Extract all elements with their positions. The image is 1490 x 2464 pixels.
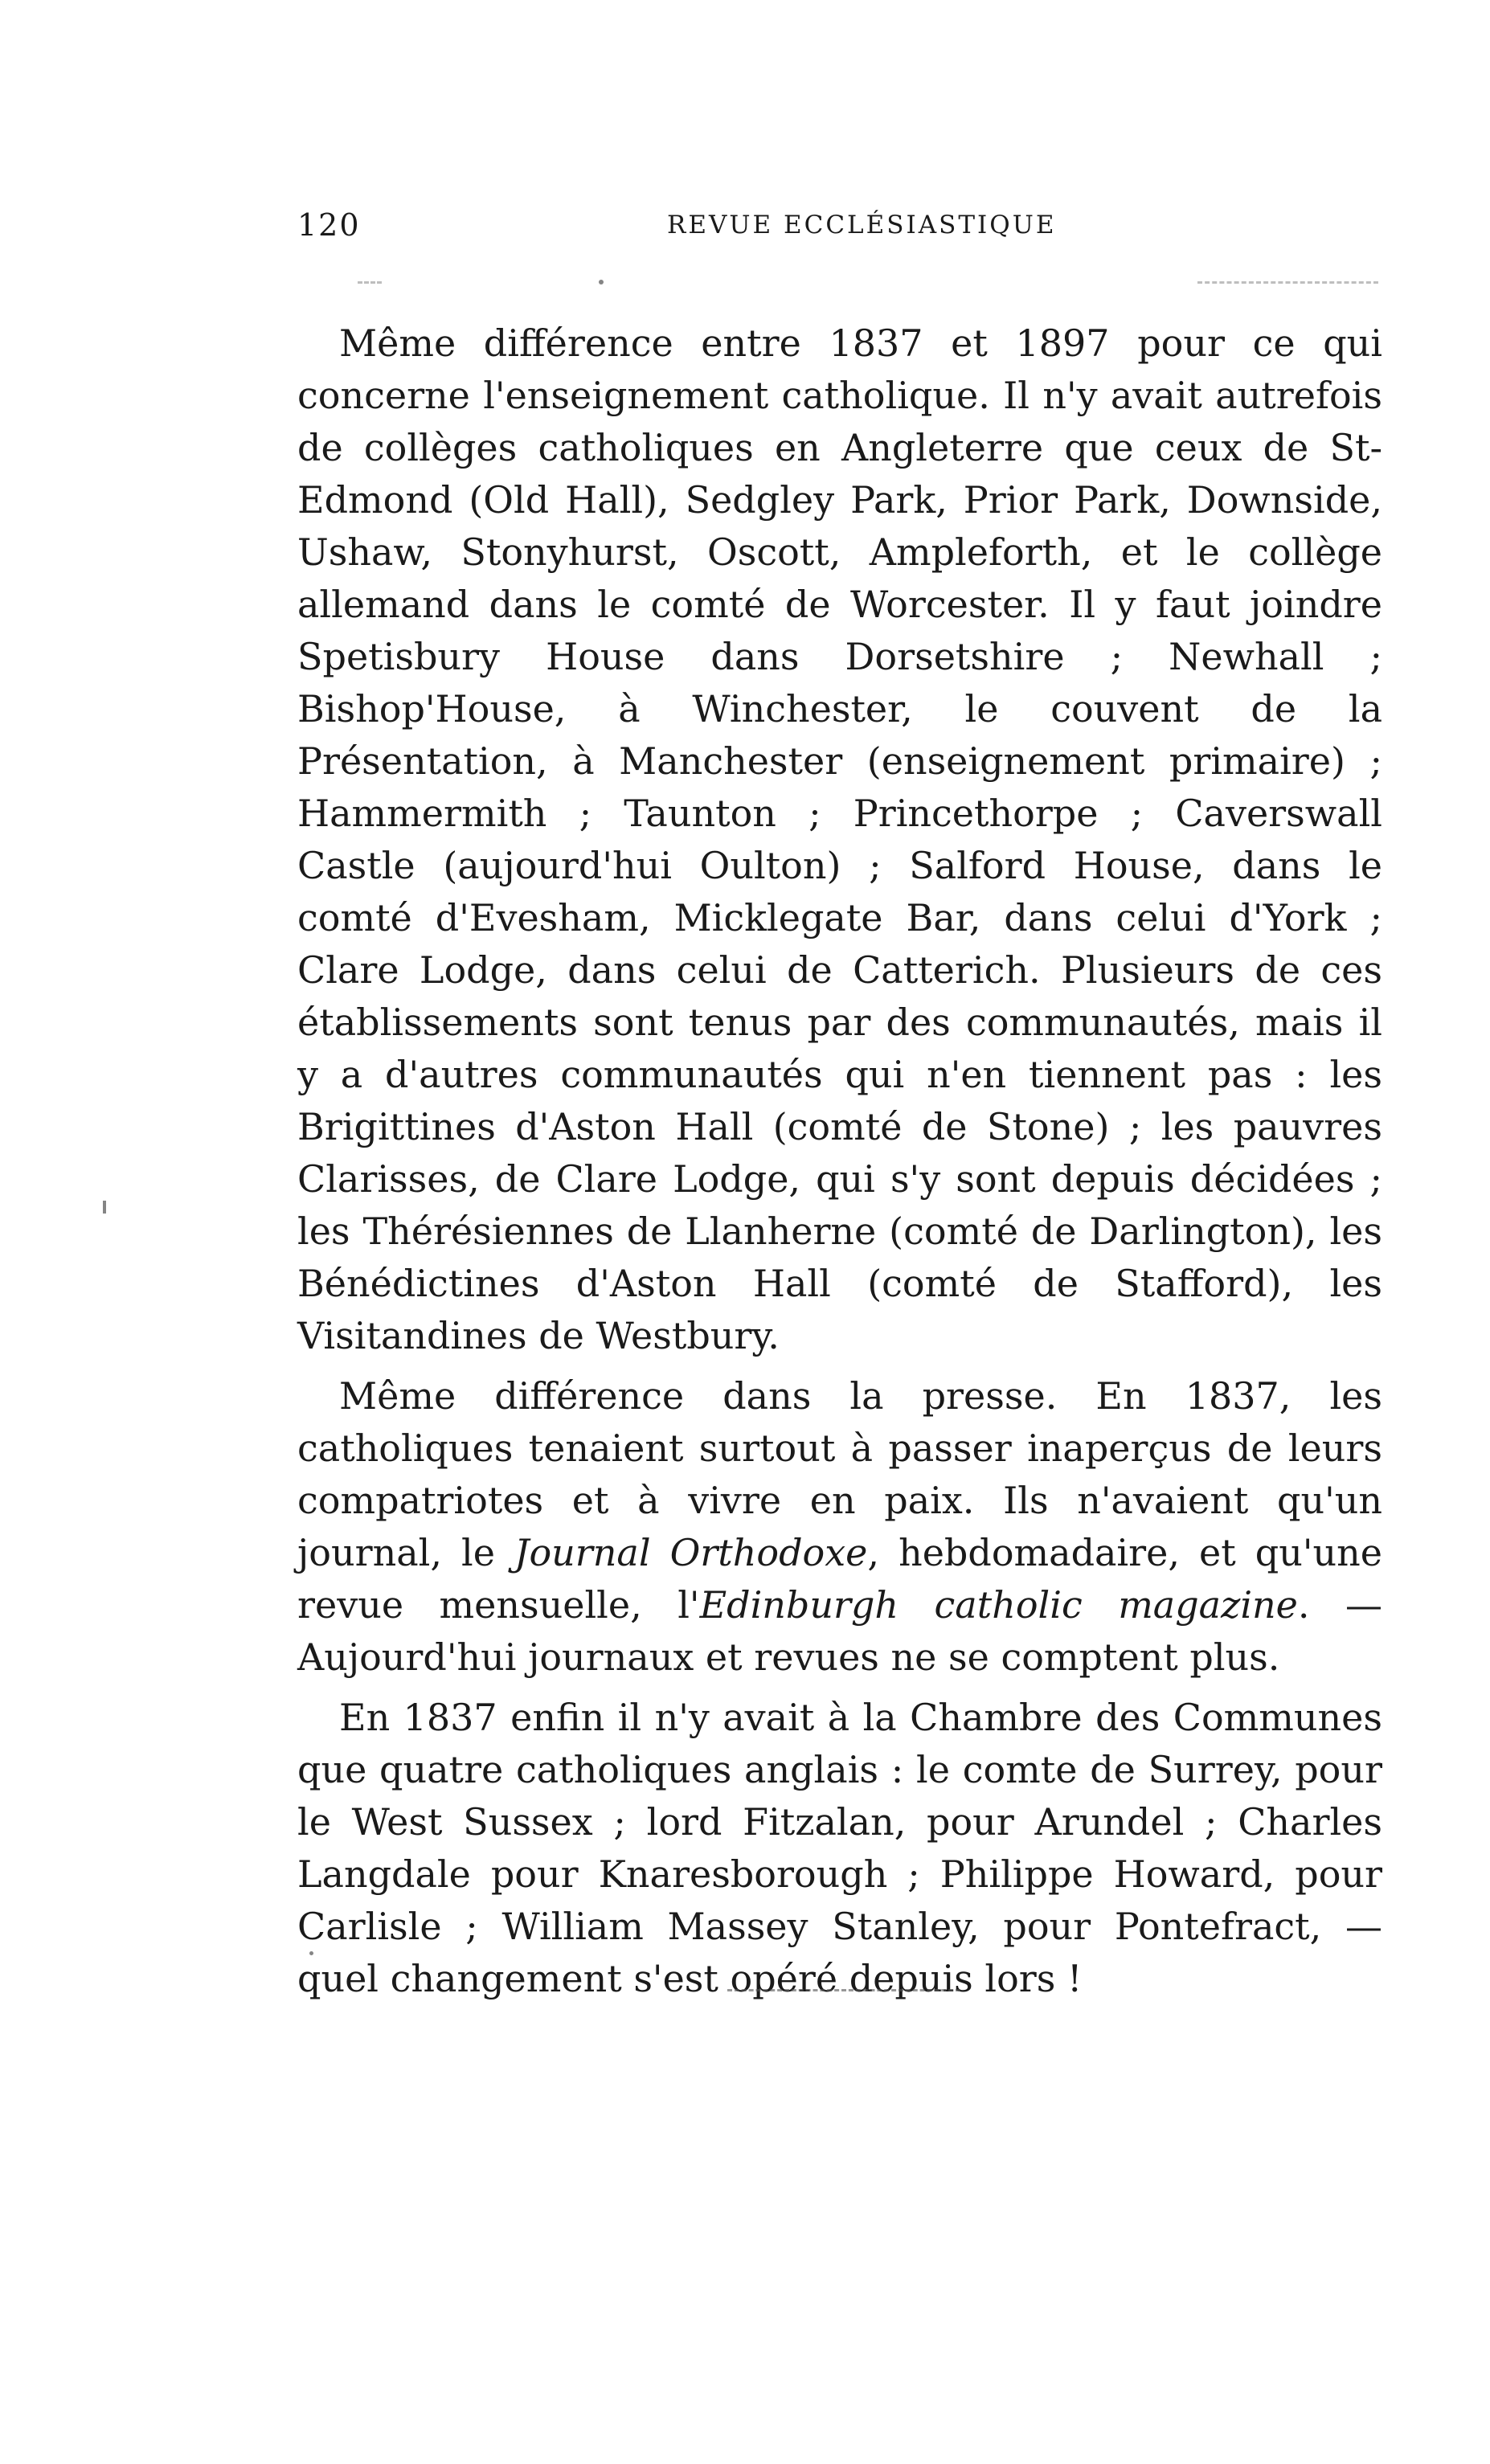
header-rule-left — [358, 281, 382, 284]
text-run: . — Aujourd'hui journaux et revues ne se comptent plus. — [297, 1583, 1383, 1679]
paragraph — [297, 1692, 1382, 2005]
text-run: Même différence entre 1837 et 1897 pour ce qui concerne l'enseignement catholique. Il n'y avait autrefois de collèges catholiques en Angleterre que ceux de St-Edmond (Old Hall), Sedgley Park, Prior Park, Downside, Ushaw, Stonyhurst, Oscott, Ampleforth, et le collège allemand dans le comté de Worcester. Il y faut joindre Spetisbury House dans Dorsetshire ; Newhall ; Bishop'House, à Winchester, le couvent de la Présentation, à Manchester (enseignement primaire) ; Hammermith ; Taunton ; Princethorpe ; Caverswall Castle (aujourd'hui Oulton) ; Salford House, dans le comté d'Evesham, Micklegate Bar, dans celui d'York ; Clare Lodge, dans celui de Catterich. Plusieurs de ces établissements sont tenus par des communautés, mais il y a d'autres communautés qui n'en tiennent pas : les Brigittines d'Aston Hall (comté de Stone) ; les pauvres Clarisses, de Clare Lodge, qui s'y sont depuis décidées ; les Thérésiennes de Llanherne (comté de Darlington), les Bénédictines d'Aston Hall (comté de Stafford), les Visitandines de Westbury. — [297, 321, 1382, 1357]
running-head — [297, 207, 1414, 248]
italic-title: Journal Orthodoxe — [514, 1531, 868, 1574]
text-run: Même différence dans la presse. En 1837, les catholiques tenaient surtout à passer inaperçus de leurs compatriotes et à vivre en paix. Ils n'avaient qu'un journal, le — [297, 1374, 1382, 1574]
running-title: REVUE ECCLÉSIASTIQUE — [667, 211, 1057, 239]
header-dot — [599, 280, 604, 284]
footer-dot — [309, 1951, 313, 1955]
body-text — [297, 317, 1382, 2005]
paragraph — [297, 317, 1382, 1362]
italic-title: Edinburgh catholic magazine — [699, 1583, 1298, 1627]
end-rule — [727, 1989, 960, 1991]
paragraph — [297, 1370, 1382, 1684]
page-number: 120 — [297, 207, 361, 243]
header-rule-right — [1197, 281, 1378, 284]
text-run: En 1837 enfin il n'y avait à la Chambre des Communes que quatre catholiques anglais : le comte de Surrey, pour le West Sussex ; lord Fitzalan, pour Arundel ; Charles Langdale pour Knaresborough ; Philippe Howard, pour Carlisle ; William Massey Stanley, pour Pontefract, — quel changement s'est opéré depuis lors ! — [297, 1696, 1382, 2000]
margin-mark — [103, 1201, 106, 1214]
text-run: , hebdomadaire, et qu'une revue mensuelle, l' — [297, 1531, 1382, 1627]
